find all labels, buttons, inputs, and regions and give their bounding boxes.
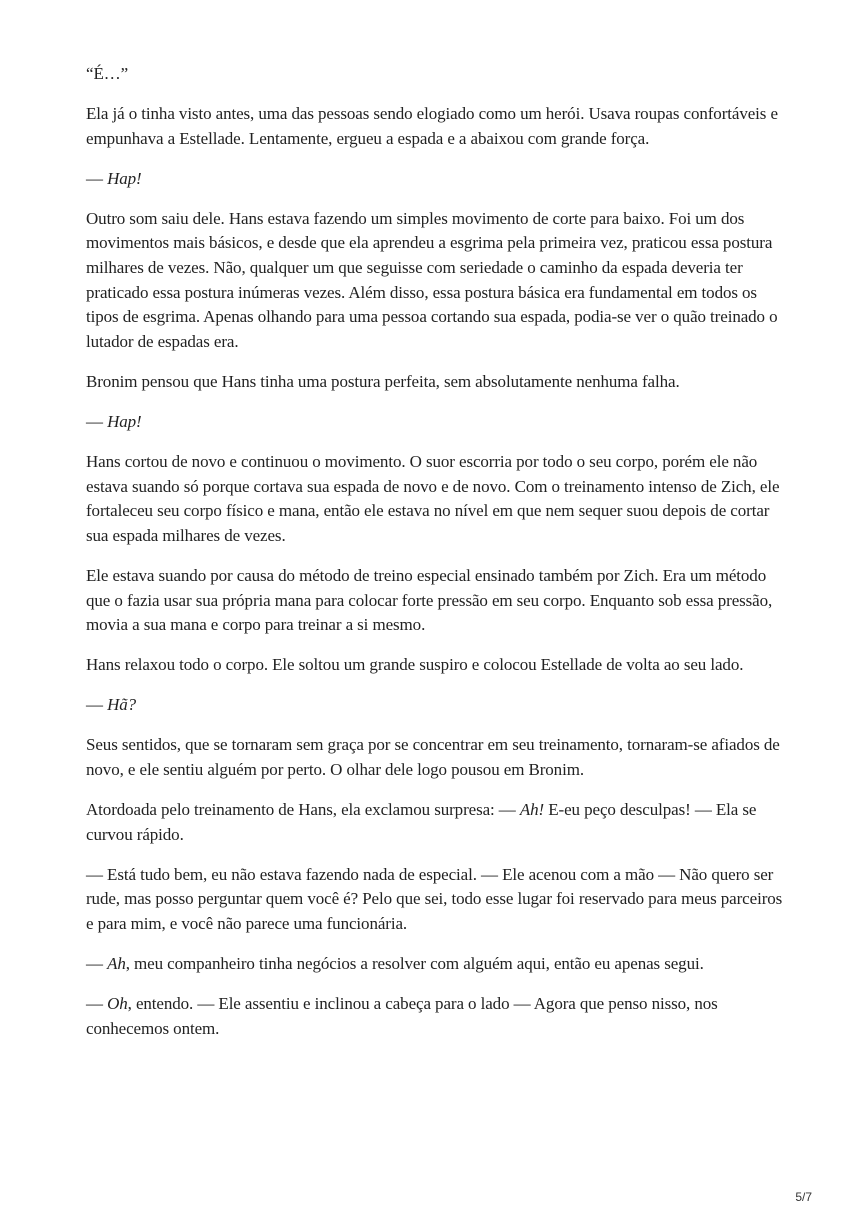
- paragraph-p2: [86, 102, 786, 151]
- text-segment: — Está tudo bem, eu não estava fazendo nada de especial. — Ele acenou com a mão — Não quero ser rude, mas posso perguntar quem você é? Pelo que sei, todo esse lugar foi reservado para meus parceiros e para mim, e você não parece uma funcionária.: [86, 864, 783, 934]
- text-segment: E-eu peço desculpas! — Ela se curvou rápido.: [86, 800, 757, 844]
- text-segment: Ela já o tinha visto antes, uma das pessoas sendo elogiado como um herói. Usava roupas confortáveis e empunhava a Estellade. Lentamente, ergueu a espada e a abaixou com grande força.: [86, 104, 778, 148]
- paragraph-p1: [86, 62, 786, 87]
- paragraph-p6: [86, 410, 786, 435]
- document-page: [86, 62, 786, 1057]
- text-segment: Seus sentidos, que se tornaram sem graça por se concentrar em seu treinamento, tornaram-se afiados de novo, e ele sentiu alguém por perto. O olhar dele logo pousou em Bronim.: [86, 735, 780, 780]
- paragraph-p7: [86, 450, 786, 548]
- italic-text: Ah: [107, 954, 126, 974]
- paragraph-p12: [86, 798, 786, 847]
- paragraph-p9: [86, 653, 786, 678]
- paragraph-p8: [86, 564, 786, 638]
- text-segment: , entendo. — Ele assentiu e inclinou a cabeça para o lado — Agora que penso nisso, nos conhecemos ontem.: [86, 994, 718, 1038]
- italic-text: Hã?: [107, 695, 137, 715]
- text-segment: Outro som saiu dele. Hans estava fazendo um simples movimento de corte para baixo. Foi um dos movimentos mais básicos, e desde que ela aprendeu a esgrima pela primeira vez, praticou essa postura milhares de vezes. Não, qualquer um que seguisse com seriedade o caminho da espada deveria ter praticado essa postura inúmeras vezes. Além disso, essa postura básica era fundamental em todos os tipos de esgrima. Apenas olhando para uma pessoa cortando sua espada, podia-se ver o quão treinado o lutador de espadas era.: [86, 208, 778, 351]
- text-segment: , meu companheiro tinha negócios a resolver com alguém aqui, então eu apenas segui.: [125, 954, 704, 974]
- page-number: 5/7: [795, 1190, 812, 1204]
- text-segment: Atordoada pelo treinamento de Hans, ela exclamou surpresa: —: [86, 800, 520, 820]
- paragraph-p5: [86, 370, 786, 395]
- text-segment: —: [86, 412, 108, 432]
- paragraph-p4: [86, 207, 786, 355]
- paragraph-p15: [86, 992, 786, 1041]
- document-body: [86, 62, 786, 1041]
- paragraph-p3: [86, 167, 786, 192]
- paragraph-p13: [86, 863, 786, 937]
- paragraph-p11: [86, 733, 786, 782]
- text-segment: —: [86, 695, 108, 715]
- text-segment: “É…”: [86, 64, 129, 83]
- italic-text: Hap!: [107, 168, 142, 188]
- text-segment: —: [86, 168, 108, 188]
- text-segment: —: [86, 954, 108, 974]
- paragraph-p10: [86, 693, 786, 718]
- italic-text: Ah!: [519, 800, 545, 820]
- text-segment: Bronim pensou que Hans tinha uma postura perfeita, sem absolutamente nenhuma falha.: [86, 371, 680, 391]
- text-segment: Hans cortou de novo e continuou o movimento. O suor escorria por todo o seu corpo, porém ele não estava suando só porque cortava sua espada de novo e de novo. Com o treinamento intenso de Zich, ele fortaleceu seu corpo físico e mana, então ele estava no nível em que nem sequer suou depois de cortar sua espada milhares de vezes.: [86, 452, 780, 545]
- paragraph-p14: [86, 952, 786, 977]
- text-segment: Ele estava suando por causa do método de treino especial ensinado também por Zich. Era um método que o fazia usar sua própria mana para colocar forte pressão em seu corpo. Enquanto sob essa pressão, movia a sua mana e corpo para treinar a si mesmo.: [86, 566, 773, 635]
- italic-text: Oh: [107, 994, 128, 1014]
- italic-text: Hap!: [107, 412, 142, 432]
- text-segment: Hans relaxou todo o corpo. Ele soltou um grande suspiro e colocou Estellade de volta ao seu lado.: [86, 655, 744, 675]
- text-segment: —: [86, 994, 108, 1014]
